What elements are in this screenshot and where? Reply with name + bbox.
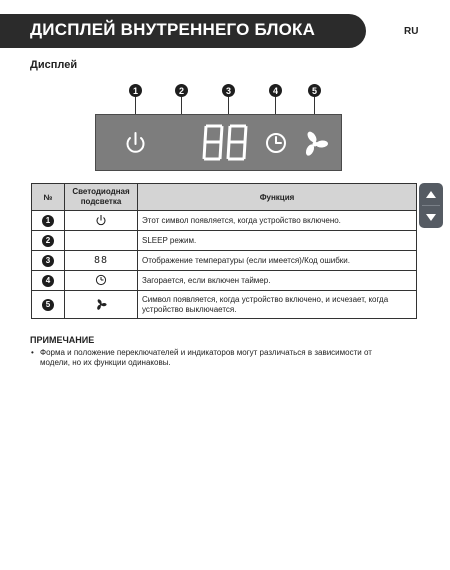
function-table	[31, 183, 417, 319]
callout-line-2	[181, 97, 182, 115]
page-title: ДИСПЛЕЙ ВНУТРЕННЕГО БЛОКА	[30, 20, 316, 39]
power-icon	[95, 214, 107, 226]
scroll-up-button[interactable]	[419, 183, 443, 205]
table-row	[32, 251, 417, 271]
table-row	[32, 211, 417, 231]
section-title: Дисплей	[30, 59, 78, 71]
table-row	[32, 231, 417, 251]
row-number: 5	[42, 299, 54, 311]
language-label: RU	[404, 26, 419, 37]
moon-icon	[95, 234, 107, 246]
callout-3: 3	[222, 84, 235, 97]
function-text: Отображение температуры (если имеется)/Код ошибки.	[138, 251, 417, 271]
moon-icon	[163, 131, 190, 155]
row-number: 2	[42, 235, 54, 247]
function-text: Этот символ появляется, когда устройство включено.	[138, 211, 417, 231]
triangle-up-icon	[426, 191, 436, 198]
table-row	[32, 271, 417, 291]
row-number: 4	[42, 275, 54, 287]
fan-icon	[304, 130, 328, 157]
header-function: Функция	[138, 184, 417, 211]
page-nav	[419, 183, 443, 228]
triangle-down-icon	[426, 214, 436, 221]
function-text: SLEEP режим.	[138, 231, 417, 251]
display-panel	[95, 114, 342, 171]
clock-icon	[95, 274, 107, 286]
clock-icon	[267, 134, 285, 152]
function-text: Загорается, если включен таймер.	[138, 271, 417, 291]
callout-line-5	[314, 97, 315, 115]
table-row	[32, 291, 417, 319]
callout-line-3	[228, 97, 229, 115]
callout-5: 5	[308, 84, 321, 97]
header-number: №	[32, 184, 65, 211]
note-bullet: •	[31, 348, 34, 357]
callout-4: 4	[269, 84, 282, 97]
note-text: Форма и положение переключателей и индикаторов могут различаться в зависимости от модели, но их функции одинаковы.	[40, 348, 372, 367]
function-text: Символ появляется, когда устройство включено, и исчезает, когда устройство выключается.	[138, 291, 417, 319]
row-number: 3	[42, 255, 54, 267]
power-icon	[128, 133, 144, 152]
fan-icon	[95, 298, 107, 310]
callout-1: 1	[129, 84, 142, 97]
header-led: Светодиодная подсветка	[65, 184, 138, 211]
scroll-down-button[interactable]	[419, 206, 443, 228]
callout-2: 2	[175, 84, 188, 97]
row-number: 1	[42, 215, 54, 227]
callout-line-1	[135, 97, 136, 115]
callout-line-4	[275, 97, 276, 115]
note-title: ПРИМЕЧАНИЕ	[30, 335, 95, 345]
seven-segment-display	[204, 126, 246, 159]
seven-segment-icon: 88	[93, 255, 109, 266]
